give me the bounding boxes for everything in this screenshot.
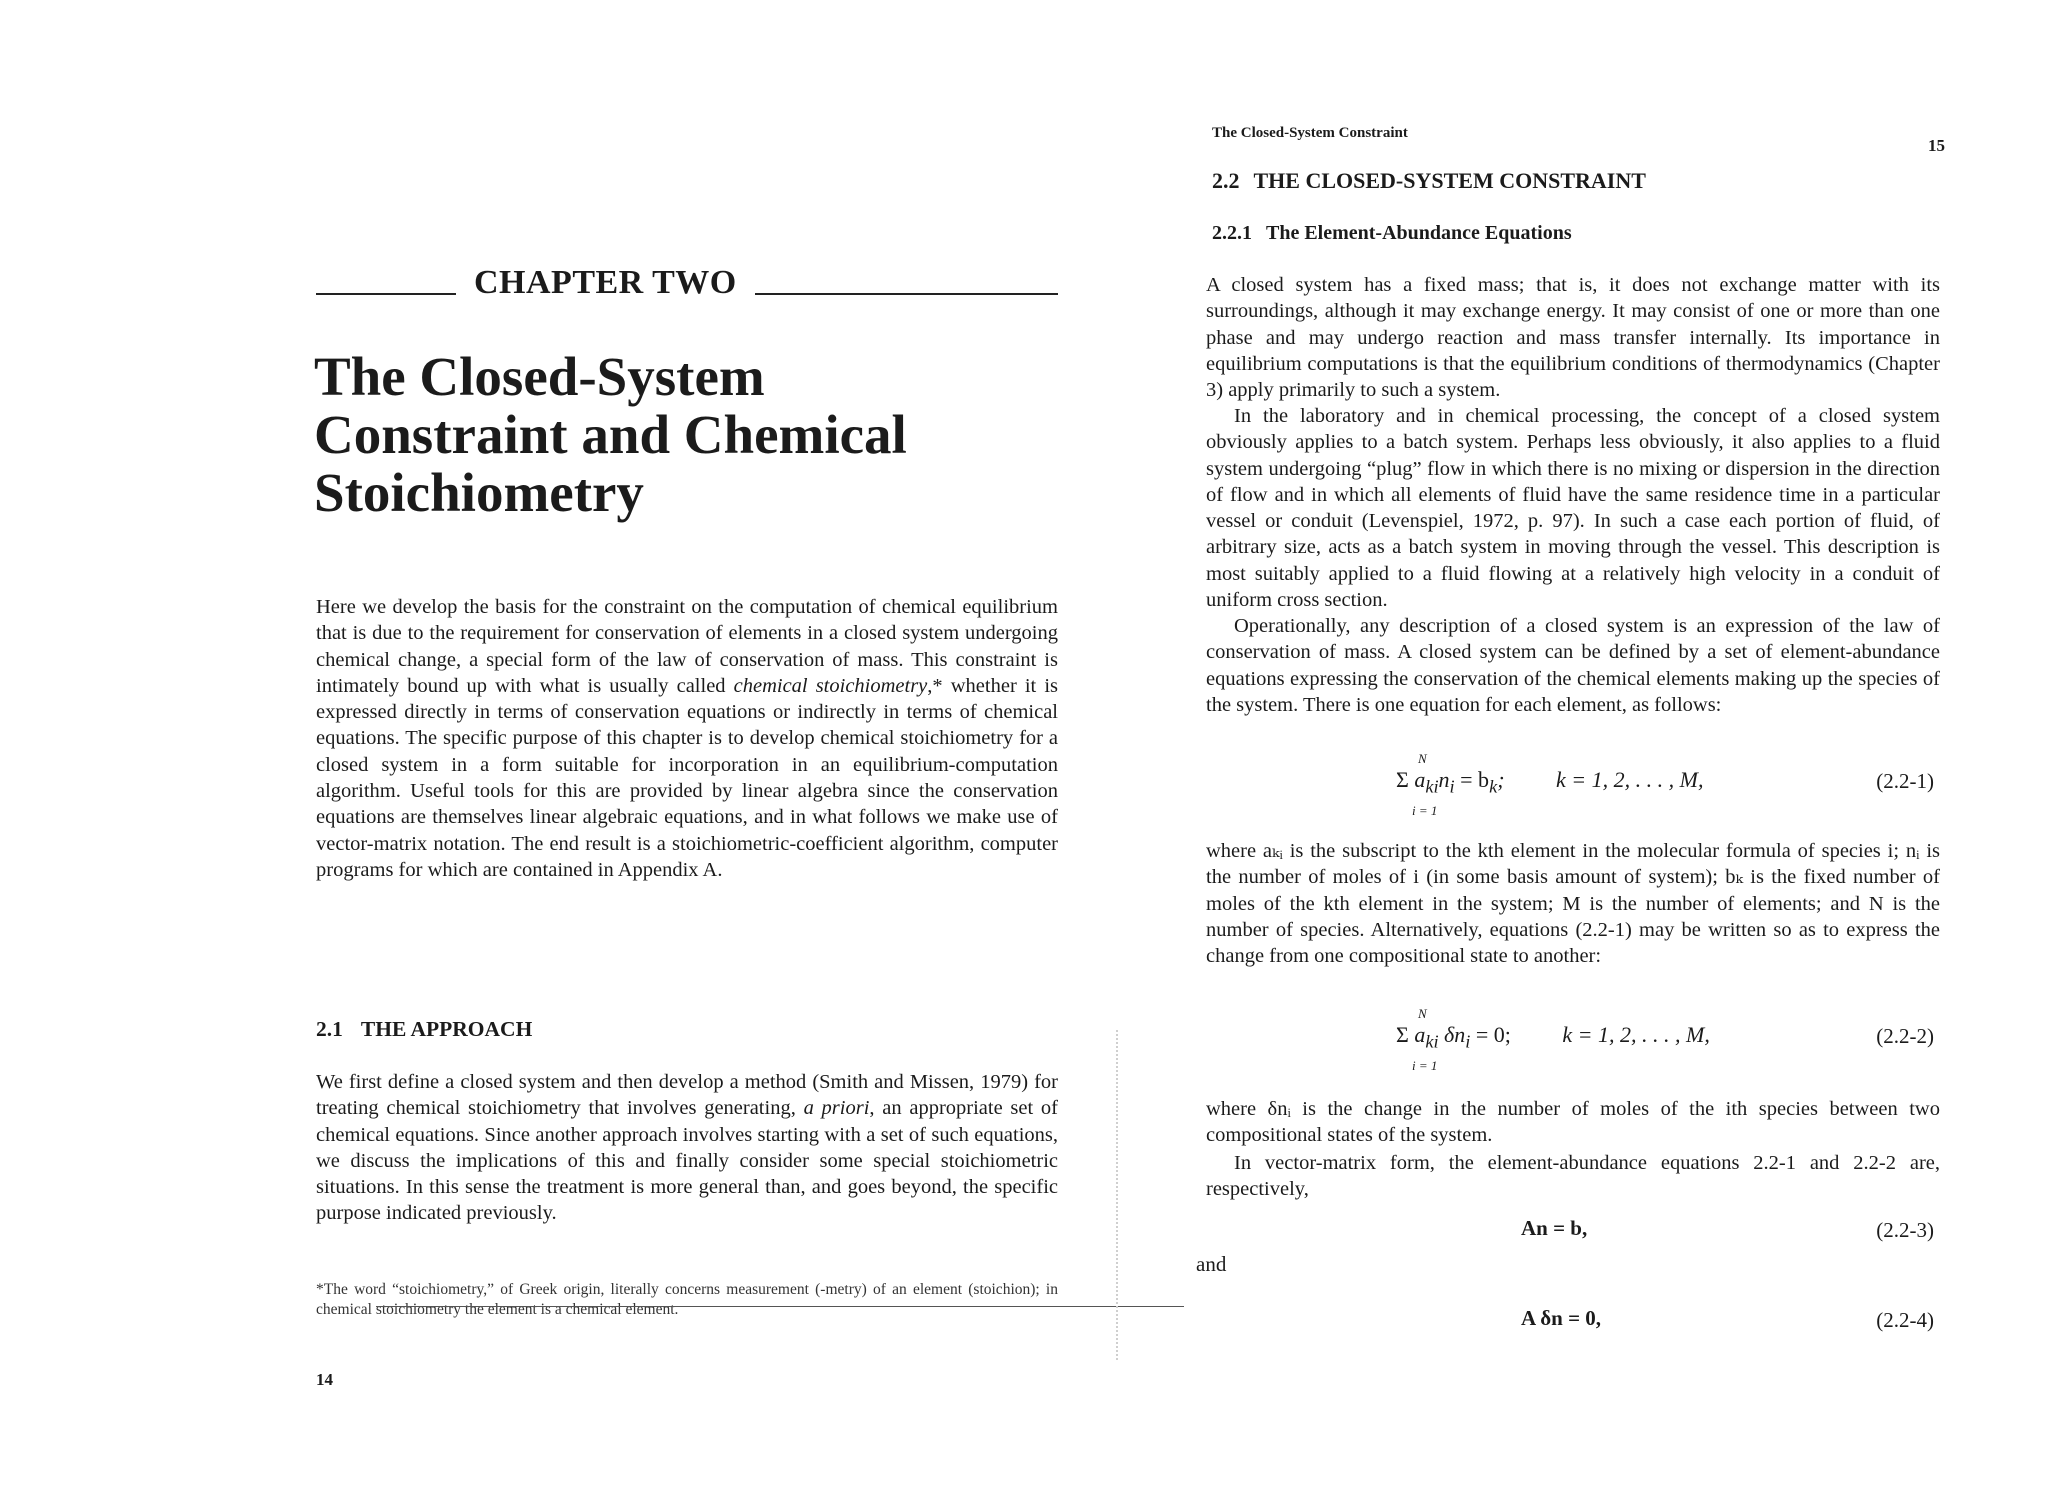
equation-expression: Σ $a_{ki}n_i = b_k$; k = 1, 2, . . . , M,	[1396, 767, 1704, 797]
approach-paragraph	[316, 1069, 1058, 1227]
equation-expression	[1396, 1022, 1710, 1052]
paragraph-2: In the laboratory and in chemical processing, the concept of a closed system obviously applies to a batch system. Perhaps less obviously, it also applies to a fluid system undergoing “plug” flow in which there is no mixing or dispersion in the direction of flow and in which all elements of fluid have the same residence time in a particular vessel or conduit (Levenspiel, 1972, p. 97). In such a case each portion of fluid, of arbitrary size, acts as a batch system in moving through the vessel. This description is most suitably applied to a fluid flowing at a relatively high velocity in a conduit of uniform cross section.	[1206, 405, 1940, 612]
page-gutter	[1116, 1030, 1126, 1360]
equation-2-2-1	[1206, 751, 1940, 818]
eq-rhs-sub: k	[1489, 776, 1498, 797]
footnote: *The word “stoichiometry,” of Greek origin, literally concerns measurement (-metry) of an element (stoichion); in chemical stoichiometry the element is a chemical element.	[316, 1281, 1058, 1318]
equation-number: (2.2-1)	[1876, 769, 1934, 793]
matrix-equation: An = b,	[1521, 1216, 1588, 1240]
eq-rhs: = b	[1460, 767, 1490, 792]
eq-var-sub: i	[1449, 776, 1455, 797]
intro-text: Here we develop the basis for the constraint on the computation of chemical equilibrium that is due to the requirement for conservation of elements in a closed system undergoing chemical change, a special form of the law of conservation of mass. This constraint is intimately bound up with what is usually called	[316, 596, 1058, 697]
chapter-title-line: The Closed-System	[314, 346, 765, 407]
eq-coef: a	[1414, 1022, 1426, 1047]
sum-upper-limit: N	[1418, 1006, 1427, 1021]
matrix-equation: A δn = 0,	[1521, 1306, 1602, 1330]
footnote-rule	[376, 1306, 1184, 1307]
section-heading-22	[1212, 168, 1646, 194]
chapter-title-line: Constraint and Chemical	[314, 404, 907, 465]
chapter-title	[314, 348, 1074, 522]
intro-text-cont: ,* whether it is expressed directly in terms of conservation equations or indirectly in terms of chemical equations. The specific purpose of this chapter is to develop chemical stoichiometry for a closed system in a form suitable for incorporation in an equilibrium-computation algorithm. Useful tools for this are provided by linear algebra since the conservation equations are themselves linear algebraic equations, and in what follows we make use of vector-matrix notation. The end result is a stoichiometric-coefficient algorithm, computer programs for which are contained in Appendix A.	[316, 674, 1058, 881]
section-number: 2.1	[316, 1017, 343, 1041]
approach-emphasis: a priori	[803, 1097, 870, 1120]
running-head: The Closed-System Constraint	[1212, 125, 1408, 141]
equation-2-2-3	[1206, 1216, 1940, 1252]
chapter-label-text: CHAPTER TWO	[474, 264, 737, 301]
chapter-rule-left	[316, 293, 456, 295]
sum-lower-limit: i = 1	[1412, 803, 1438, 818]
subsection-number: 2.2.1	[1212, 222, 1252, 244]
page-number-right: 15	[1928, 136, 1945, 155]
equation-2-2-4	[1206, 1306, 1940, 1342]
subsection-title: The Element-Abundance Equations	[1266, 222, 1572, 244]
approach-text-cont: , an appropriate set of chemical equations. Since another approach involves starting with a set of such equations, we discuss the implications of this and finally consider some special stoichiometric situations. In this sense the treatment is more general than, and goes beyond, the specific purpose indicated previously.	[316, 1097, 1058, 1225]
connector-word: and	[1196, 1252, 1227, 1276]
eq-rhs: = 0;	[1475, 1022, 1511, 1047]
paragraph-6: In vector-matrix form, the element-abundance equations 2.2-1 and 2.2-2 are, respectively,	[1206, 1152, 1940, 1201]
sum-symbol: Σ	[1396, 767, 1409, 792]
paragraph-3: Operationally, any description of a closed system is an expression of the law of conservation of mass. A closed system can be defined by a set of element-abundance equations expressing the conservation of the chemical elements making up the species of the system. There is one equation for each element, as follows:	[1206, 615, 1940, 716]
section-number: 2.2	[1212, 168, 1240, 193]
chapter-rule-right	[755, 293, 1058, 295]
page-number-left: 14	[316, 1370, 333, 1389]
eq-coef: a	[1414, 767, 1426, 792]
intro-paragraph	[316, 594, 1058, 883]
intro-emphasis: chemical stoichiometry	[733, 674, 928, 697]
sum-upper-limit: N	[1418, 751, 1427, 766]
section-title: THE CLOSED-SYSTEM CONSTRAINT	[1253, 168, 1646, 193]
chapter-label	[316, 258, 1058, 308]
paragraph-1: A closed system has a fixed mass; that is, it does not exchange matter with its surroundings, although it may exchange energy. It may consist of one or more than one phase and may undergo reaction and mass transfer internally. Its importance in equilibrium computations is that the equilibrium conditions of thermodynamics (Chapter 3) apply primarily to such a system.	[1206, 274, 1940, 402]
eq-var-sub: i	[1465, 1031, 1471, 1052]
chapter-title-line: Stoichiometry	[314, 462, 644, 523]
equation-number: (2.2-2)	[1876, 1024, 1934, 1048]
paragraph-4: where aₖᵢ is the subscript to the kth element in the molecular formula of species i; nᵢ is the number of moles of i (in some basis amount of system); bₖ is the fixed number of moles of the kth element in the system; M is the number of elements; and N is the number of species. Alternatively, equations (2.2-1) may be written so as to express the change from one compositional state to another:	[1206, 840, 1940, 968]
sum-symbol: Σ	[1396, 1022, 1409, 1047]
equation-2-2-2	[1206, 1006, 1940, 1073]
section-heading	[316, 1017, 532, 1042]
equation-number: (2.2-3)	[1876, 1218, 1934, 1242]
eq-range: k = 1, 2, . . . , M,	[1562, 1022, 1710, 1047]
paragraph-5: where δnᵢ is the change in the number of moles of the ith species between two compositional states of the system.	[1206, 1098, 1940, 1147]
eq-range: k = 1, 2, . . . , M,	[1556, 767, 1704, 792]
sum-lower-limit: i = 1	[1412, 1058, 1438, 1073]
eq-var: δn	[1444, 1022, 1466, 1047]
eq-var: n	[1438, 767, 1450, 792]
subsection-heading	[1212, 222, 1572, 245]
equation-number: (2.2-4)	[1876, 1308, 1934, 1332]
eq-coef-sub: ki	[1425, 1031, 1439, 1052]
eq-coef-sub: ki	[1425, 776, 1439, 797]
approach-text: We first define a closed system and then develop a method (Smith and Missen, 1979) for treating chemical stoichiometry that involves generating,	[316, 1071, 1058, 1120]
section-title: THE APPROACH	[360, 1017, 533, 1041]
